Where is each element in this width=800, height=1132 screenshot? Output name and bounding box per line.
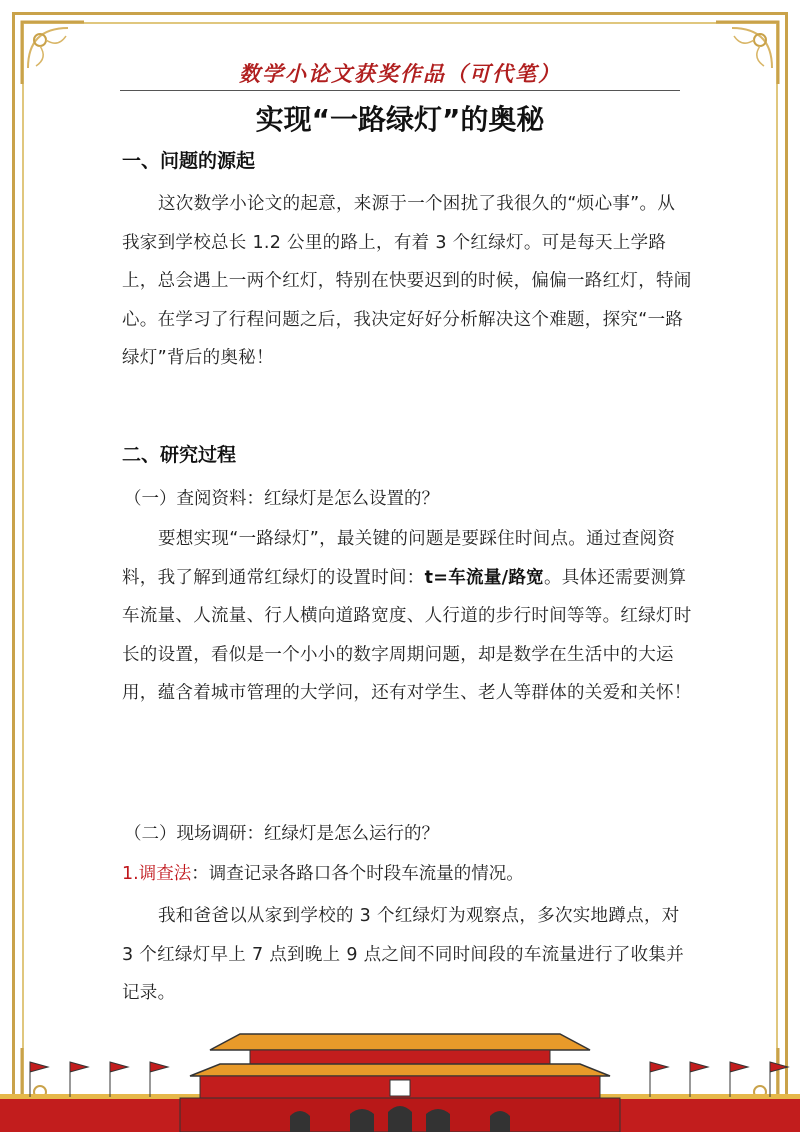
header-divider — [120, 90, 680, 91]
section1-heading: 一、问题的源起 — [122, 150, 256, 172]
page-header: 数学小论文获奖作品（可代笔） — [239, 61, 561, 86]
tiananmen-illustration-icon — [0, 1012, 800, 1132]
subsection1-paragraph — [122, 520, 692, 713]
subsection2-paragraph: 我和爸爸以从家到学校的 3 个红绿灯为观察点，多次实地蹲点，对 3 个红绿灯早上 7 点到晚上 9 点之间不同时间段的车流量进行了收集并记录。 — [122, 906, 685, 1003]
method-number: 1. — [122, 864, 139, 884]
subsection1-text-before: 要想实现“一路绿灯”，最关键的问题是要踩住时间点。通过查阅资料，我了解到通常红绿灯的设置时间： — [122, 529, 676, 588]
method-name: 调查法 — [138, 864, 192, 884]
formula: t=车流量/路宽 — [424, 567, 544, 588]
subsection2-heading: （二）现场调研：红绿灯是怎么运行的？ — [124, 824, 439, 844]
page-title: 实现“一路绿灯”的奥秘 — [255, 103, 545, 136]
section2-heading: 二、研究过程 — [122, 444, 237, 466]
subsection1-text-after: 。具体还需要测算车流量、人流量、行人横向道路宽度、人行道的步行时间等等。红绿灯时长的设置，看似是一个小小的数字周期问题，却是数学在生活中的大运用，蕴含着城市管理的大学问，还有对学生、老人等群体的关爱和关怀！ — [122, 567, 692, 703]
method-description: ：调查记录各路口各个时段车流量的情况。 — [191, 864, 524, 884]
method-line — [122, 860, 692, 885]
subsection1-heading: （一）查阅资料：红绿灯是怎么设置的？ — [124, 489, 439, 509]
section1-paragraph: 这次数学小论文的起意，来源于一个困扰了我很久的“烦心事”。从我家到学校总长 1.2 公里的路上，有着 3 个红绿灯。可是每天上学路上，总会遇上一两个红灯，特别在快要迟到的时候，偏偏一路红灯，特闹心。在学习了行程问题之后，我决定好好分析解决这个难题，探究“一路绿灯”背后的奥秘！ — [122, 194, 692, 368]
